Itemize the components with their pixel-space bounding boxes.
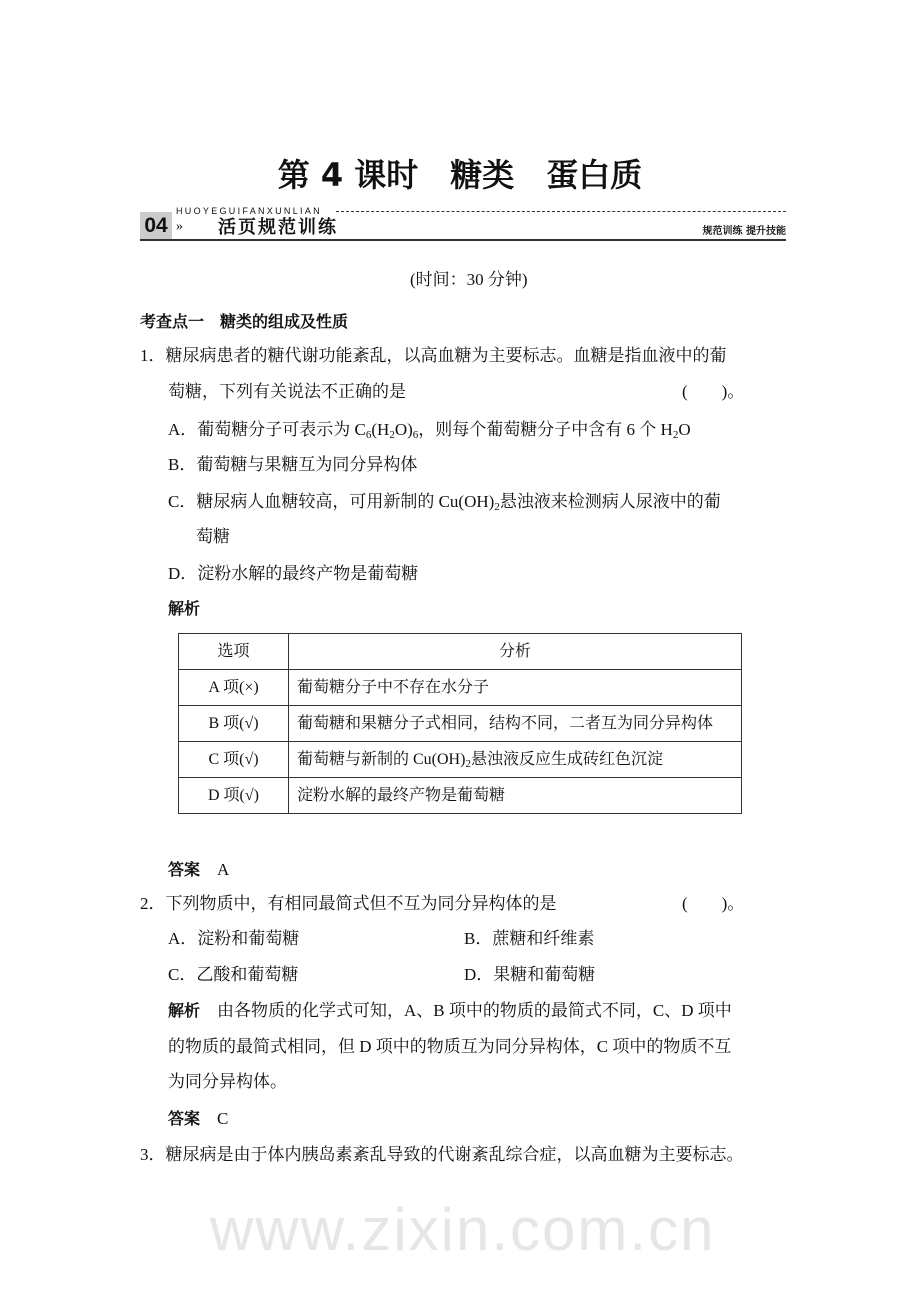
- section-heading: 考查点一 糖类的组成及性质: [140, 312, 349, 331]
- banner-pinyin: HUOYEGUIFANXUNLIAN: [176, 206, 322, 216]
- time-limit: (时间：30 分钟): [410, 270, 528, 289]
- table-row: [179, 742, 742, 778]
- table-row: [179, 670, 742, 706]
- q2-option-b: B．蔗糖和纤维素: [464, 929, 595, 948]
- q1-line2: 萄糖，下列有关说法不正确的是: [168, 382, 406, 401]
- row-option: B 项(√): [179, 706, 289, 742]
- double-arrow-icon: »: [176, 219, 183, 234]
- q2-analysis: 解析 由各物质的化学式可知，A、B 项中的物质的最简式不同，C、D 项中: [168, 1001, 732, 1020]
- banner-badge: 04: [140, 212, 172, 240]
- row-option: A 项(×): [179, 670, 289, 706]
- q2-option-d: D．果糖和葡萄糖: [464, 965, 596, 984]
- q2-option-c: C．乙酸和葡萄糖: [168, 965, 299, 984]
- q3-stem: 3．糖尿病是由于体内胰岛素紊乱导致的代谢紊乱综合症，以高血糖为主要标志。: [140, 1145, 744, 1164]
- q1-option-b: B．葡萄糖与果糖互为同分异构体: [168, 455, 418, 474]
- table-row: [179, 778, 742, 814]
- q2-analysis-line2: 的物质的最简式相同，但 D 项中的物质互为同分异构体，C 项中的物质不互: [168, 1037, 732, 1056]
- q1-option-c-cont: 萄糖: [196, 527, 230, 546]
- q1-answer-blank: ( )。: [682, 382, 745, 401]
- watermark: www.zixin.com.cn: [210, 1196, 716, 1263]
- q1-analysis-label: 解析: [168, 599, 201, 618]
- banner-rule: [140, 239, 786, 241]
- q2-analysis-line3: 为同分异构体。: [168, 1072, 287, 1091]
- dotted-divider: [336, 211, 786, 212]
- q1-number: 1．: [140, 346, 166, 365]
- banner-title: 活页规范训练: [218, 217, 338, 238]
- q2-answer-blank: ( )。: [682, 894, 745, 913]
- q1-option-c: C．糖尿病人血糖较高，可用新制的 $Cu(OH)_2$悬浊液来检测病人尿液中的葡: [168, 492, 721, 513]
- table-header-row: [179, 634, 742, 670]
- q1-line1: [140, 346, 727, 366]
- q1-option-d: D．淀粉水解的最终产物是葡萄糖: [168, 564, 419, 583]
- row-analysis: 葡萄糖和果糖分子式相同，结构不同，二者互为同分异构体: [289, 706, 742, 742]
- q2-answer: 答案 C: [168, 1109, 229, 1128]
- header-option: 选项: [179, 634, 289, 670]
- page-title: 第 4 课时 糖类 蛋白质: [277, 156, 643, 194]
- q1-stem: 糖尿病患者的糖代谢功能紊乱，以高血糖为主要标志。血糖是指血液中的葡: [165, 346, 727, 365]
- q1-answer: 答案 A: [168, 860, 230, 879]
- header-analysis: 分析: [289, 634, 742, 670]
- banner-slogan: 规范训练 提升技能: [702, 226, 786, 237]
- row-analysis: 葡萄糖分子中不存在水分子: [289, 670, 742, 706]
- row-option: D 项(√): [179, 778, 289, 814]
- row-analysis: 葡萄糖与新制的 $Cu(OH)_2$悬浊液反应生成砖红色沉淀: [289, 742, 742, 778]
- section-banner: [140, 206, 786, 242]
- q2-option-a: A．淀粉和葡萄糖: [168, 929, 300, 948]
- table-row: [179, 706, 742, 742]
- row-analysis: 淀粉水解的最终产物是葡萄糖: [289, 778, 742, 814]
- q2-stem: 2．下列物质中，有相同最简式但不互为同分异构体的是: [140, 894, 557, 913]
- analysis-table: [178, 633, 742, 814]
- row-option: C 项(√): [179, 742, 289, 778]
- q1-option-a: A．葡萄糖分子可表示为 $C_6(H_2O)_6$，则每个葡萄糖分子中含有 6 个 $H_2O$: [168, 420, 691, 441]
